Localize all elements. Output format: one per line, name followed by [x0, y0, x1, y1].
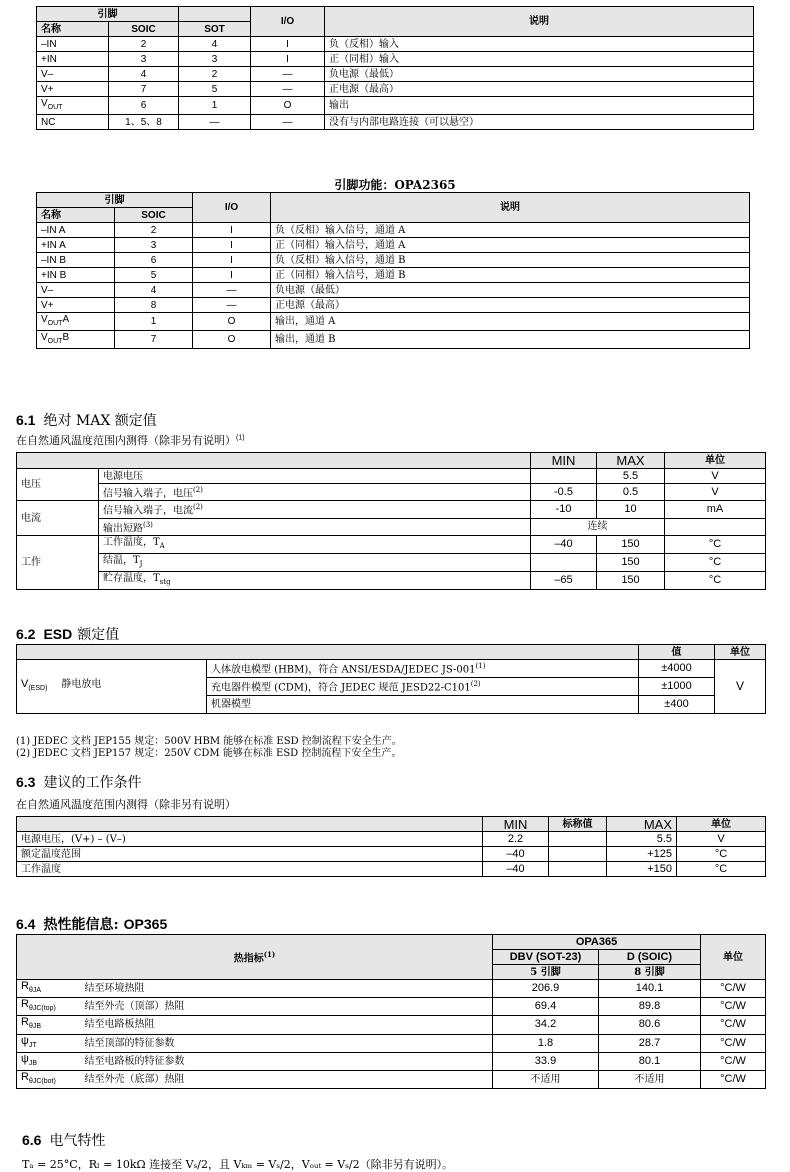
unit-header: 单位 [677, 817, 766, 832]
table-row: $R_{\theta JB}$ 结至电路板热阻 34.2 80.6 °C/W [17, 1016, 766, 1034]
package-header: D (SOIC) [599, 950, 701, 965]
pin-table-opa2365 [36, 192, 750, 349]
unit-header: 单位 [665, 453, 766, 469]
abs-max-table [16, 452, 766, 590]
table-row: V– 4 — 负电源（最低） [37, 283, 750, 298]
table-row: V+ 8 — 正电源（最高） [37, 298, 750, 313]
name-header: 名称 [37, 208, 115, 223]
table-row: 充电器件模型 (CDM)，符合 JEDEC 规范 JESD22-C101$^{(2)}$ ±1000 [17, 678, 766, 696]
pin-table-opa365 [36, 6, 754, 130]
unit-header: 单位 [701, 935, 766, 980]
table-row: 额定温度范围 –40 +125 °C [17, 847, 766, 862]
table-row: –IN 2 4 I 负（反相）输入 [37, 37, 754, 52]
table-row: +IN 3 3 I 正（同相）输入 [37, 52, 754, 67]
recommended-conditions-table [16, 816, 766, 877]
io-header: I/O [193, 193, 271, 223]
unit-header: 单位 [715, 645, 766, 660]
soic-header: SOIC [109, 22, 179, 37]
section-heading-6-3: 6.3 建议的工作条件 [16, 774, 142, 791]
section-subtitle: 在自然通风温度范围内测得（除非另有说明）$^{(1)}$ [16, 434, 245, 447]
table-row: 信号输入端子，电压$^{(2)}$ -0.5 0.5 V [17, 484, 766, 501]
footnote: (2) JEDEC 文档 JEP157 规定：250V CDM 能够在标准 ESD 控制流程下安全生产。 [16, 748, 402, 759]
section-heading-6-4: 6.4 热性能信息: OP365 [16, 916, 168, 933]
table-row: 电源电压，(V+) – (V–) 2.2 5.5 V [17, 832, 766, 847]
section-heading-6-1: 6.1 绝对 MAX 额定值 [16, 412, 157, 429]
section-subtitle: Tₐ = 25°C，Rₗ = 10kΩ 连接至 Vₛ/2，且 Vₖₘ = Vₛ/2，Vₒᵤₜ = Vₛ/2（除非另有说明）。 [22, 1158, 454, 1171]
table-row: $V_{OUT}A$ 1 O 输出，通道 A [37, 313, 750, 331]
table-row: 机器模型 ±400 [17, 696, 766, 714]
table-row: $\psi_{JT}$ 结至顶部的特征参数 1.8 28.7 °C/W [17, 1034, 766, 1052]
section-subtitle: 在自然通风温度范围内测得（除非另有说明） [16, 798, 236, 811]
table-row: 工作温度 –40 +150 °C [17, 862, 766, 877]
table-row: 输出短路$^{(3)}$ 连续 [17, 518, 766, 535]
table-row: –IN B 6 I 负（反相）输入信号，通道 B [37, 253, 750, 268]
min-header: MIN [531, 453, 597, 469]
table-row: $R_{\theta JC(bot)}$ 结至外壳（底部）热阻 不适用 不适用 °C/W [17, 1070, 766, 1088]
max-header: MAX [597, 453, 665, 469]
table-row: $V_{(ESD)}$ 静电放电 人体放电模型 (HBM)，符合 ANSI/ESDA/JEDEC JS-001$^{(1)}$ ±4000 V [17, 660, 766, 678]
pins-header: 5 引脚 [493, 965, 599, 980]
section-heading-6-2: 6.2 ESD 额定值 [16, 626, 120, 643]
table-row: 电压 电源电压 5.5 V [17, 469, 766, 484]
table-caption: 引脚功能：OPA2365 [334, 178, 456, 192]
table-row: V+ 7 5 — 正电源（最高） [37, 82, 754, 97]
soic-header: SOIC [115, 208, 193, 223]
table-row: V– 4 2 — 负电源（最低） [37, 67, 754, 82]
section-heading-6-6: 6.6 电气特性 [22, 1132, 106, 1149]
thermal-table: 热指标$^{(1)}$ OPA365 单位 DBV (SOT-23) D (SOIC) 5 引脚 8 引脚 $R_{\theta JA}$ 结至环境热阻 206.9 140.1 °C/W $R_{\theta JC(top)}$ 结至外壳（顶部）热阻 69.4 89.8 °C/W $R_{\theta JB}$ 结至电路板热阻 34.2 80.6 °C/W $\psi_{JT}$ 结至顶部的特征参数 1.8 28.7 °C/W $\psi_{JB}$ 结至电路板的特征参数 33.9 80.1 °C/W $R_{\theta JC(bot)}$ 结至外壳（底部）热阻 不适用 不适用 °C/W [16, 934, 766, 1089]
table-row: $\psi_{JB}$ 结至电路板的特征参数 33.9 80.1 °C/W [17, 1052, 766, 1070]
table-row: NC 1、5、8 — — 没有与内部电路连接（可以悬空） [37, 115, 754, 130]
sot-header: SOT [179, 22, 251, 37]
min-header: MIN [483, 817, 549, 832]
table-row: $R_{\theta JA}$ 结至环境热阻 206.9 140.1 °C/W [17, 980, 766, 998]
footnote: (1) JEDEC 文档 JEP155 规定：500V HBM 能够在标准 ESD 控制流程下安全生产。 [16, 736, 402, 747]
table-row: $R_{\theta JC(top)}$ 结至外壳（顶部）热阻 69.4 89.8 °C/W [17, 998, 766, 1016]
esd-table [16, 644, 766, 714]
name-header: 名称 [37, 22, 109, 37]
pin-header: 引脚 [37, 7, 179, 22]
value-header: 值 [639, 645, 715, 660]
table-row: 结温，$T_J$ 150 °C [17, 553, 766, 571]
device-header: OPA365 [493, 935, 701, 950]
table-row: 贮存温度，$T_{stg}$ –65 150 °C [17, 571, 766, 589]
io-header: I/O [251, 7, 325, 37]
max-header: MAX [607, 817, 677, 832]
desc-header: 说明 [325, 7, 754, 37]
package-header: DBV (SOT-23) [493, 950, 599, 965]
pins-header: 8 引脚 [599, 965, 701, 980]
table-row: $V_{OUT}$ 6 1 O 输出 [37, 97, 754, 115]
nom-header: 标称值 [549, 817, 607, 832]
table-row: –IN A 2 I 负（反相）输入信号，通道 A [37, 223, 750, 238]
table-row: +IN A 3 I 正（同相）输入信号，通道 A [37, 238, 750, 253]
desc-header: 说明 [271, 193, 750, 223]
table-row: $V_{OUT}B$ 7 O 输出，通道 B [37, 331, 750, 349]
table-row: 工作 工作温度，$T_A$ –40 150 °C [17, 535, 766, 553]
table-row: 电流 信号输入端子，电流$^{(2)}$ -10 10 mA [17, 501, 766, 518]
pin-header: 引脚 [37, 193, 193, 208]
table-row: +IN B 5 I 正（同相）输入信号，通道 B [37, 268, 750, 283]
